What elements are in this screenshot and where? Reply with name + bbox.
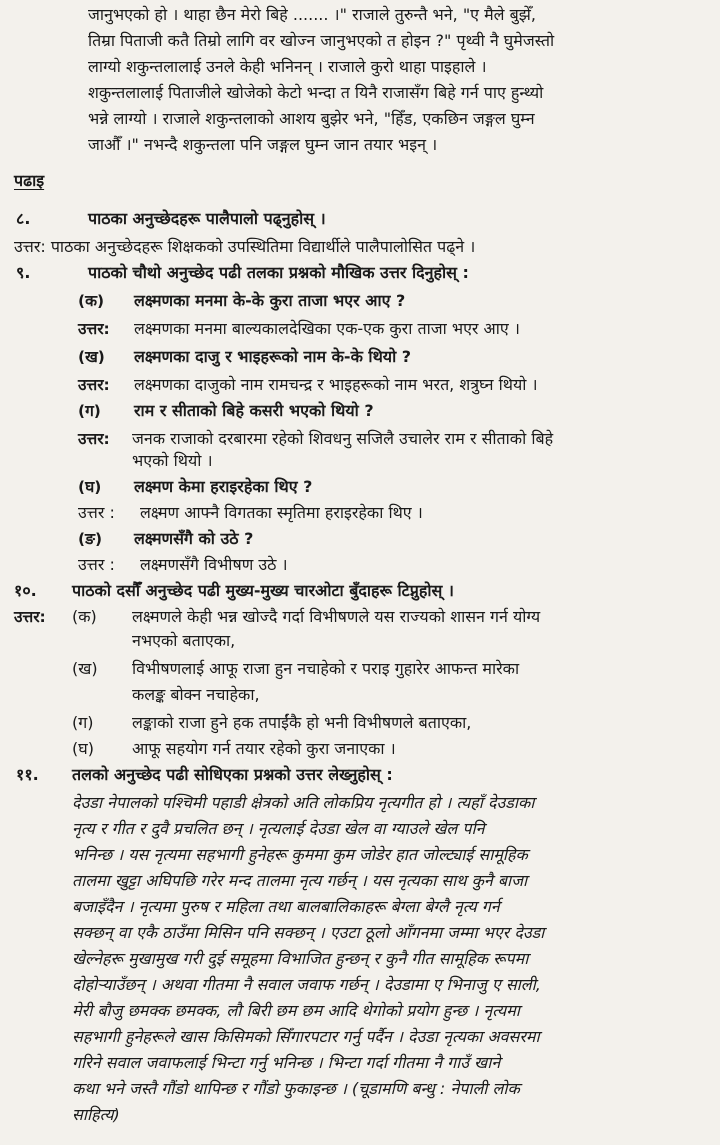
point-label: (ख) — [72, 659, 98, 678]
intro-line: जाऔँ ।" नभन्दै शकुन्तला पनि जङ्गल घुम्न जान तयार भइन् । — [88, 135, 438, 154]
intro-line: शकुन्तलालाई पिताजीले खोजेको केटो भन्दा त यिनै राजासँग बिहे गर्न पाए हुन्थ्यो — [88, 83, 544, 102]
sub-question: लक्ष्मण केमा हराइरहेका थिए ? — [134, 477, 313, 496]
answer-label: उत्तर : — [78, 555, 115, 574]
question-text: पाठको दसौँ अनुच्छेद पढी मुख्य-मुख्य चारओटा बुँदाहरू टिप्नुहोस् । — [72, 581, 454, 600]
sub-question-label: (ख) — [78, 348, 105, 366]
passage-line: नृत्य र गीत र दुवै प्रचलित छन् । नृत्यलाई देउडा खेल वा ग्याउले खेल पनि — [72, 819, 485, 838]
question-number: ११. — [16, 765, 39, 784]
answer-text: लक्ष्मणसँगै विभीषण उठे । — [140, 555, 288, 574]
passage-line: खेल्नेहरू मुखामुख गरी दुई समूहमा विभाजित हुन्छन् र कुनै गीत सामूहिक रूपमा — [72, 949, 529, 968]
question-text: पाठका अनुच्छेदहरू पालैपालो पढ्नुहोस् । — [88, 209, 326, 228]
passage-line: गरिने सवाल जवाफलाई भिन्टा गर्नु भनिन्छ । भिन्टा गर्दा गीतमा नै गाउँ खाने — [72, 1053, 501, 1072]
passage-line: साहित्य) — [72, 1105, 120, 1124]
sub-question-label: (ङ) — [78, 530, 103, 548]
passage-line: बजाइँदैन । नृत्यमा पुरुष र महिला तथा बालबालिकाहरू बेग्ला बेग्लै नृत्य गर्न — [72, 897, 500, 916]
point-label: (ग) — [72, 713, 94, 732]
point-text: कलङ्क बोक्न नचाहेका, — [132, 685, 260, 704]
answer-label: उत्तर: — [78, 376, 110, 394]
point-text: आफू सहयोग गर्न तयार रहेको कुरा जनाएका । — [132, 739, 396, 758]
passage-line: सहभागी हुनेहरूले खास किसिमको सिँगारपटार गर्नु पर्दैन । देउडा नृत्यका अवसरमा — [72, 1027, 540, 1046]
sub-question-label: (घ) — [78, 478, 102, 496]
answer-label: उत्तर : — [78, 503, 115, 522]
intro-line: जानुभएको हो । थाहा छैन मेरो बिहे ....... ।" राजाले तुरुन्तै भने, "ए मैले बुझेँ, — [88, 5, 536, 24]
sub-question-label: (ग) — [78, 402, 101, 420]
point-text: विभीषणलाई आफू राजा हुन नचाहेको र पराइ गुहारेर आफन्त मारेका — [132, 659, 520, 678]
passage-line: मेरी बौजु छमक्क छमक्क, लौ बिरी छम छम आदि थेगोको प्रयोग हुन्छ । नृत्यमा — [72, 1001, 520, 1020]
answer-text: जनक राजाको दरबारमा रहेको शिवधनु सजिलै उचालेर राम र सीताको बिहे — [132, 429, 554, 448]
question-number: ९. — [16, 263, 31, 282]
sub-question: लक्ष्मणसँगै को उठे ? — [134, 529, 254, 548]
point-label: (घ) — [72, 739, 94, 758]
section-heading: पढाइ — [14, 171, 45, 190]
answer-text: उत्तर: पाठका अनुच्छेदहरू शिक्षकको उपस्थितिमा विद्यार्थीले पालैपालोसित पढ्ने । — [14, 237, 476, 256]
intro-line: तिम्रा पिताजी कतै तिम्रो लागि वर खोज्न जानुभएको त होइन ?" पृथ्वी नै घुमेजस्तो — [88, 31, 555, 50]
sub-question: लक्ष्मणका मनमा के-के कुरा ताजा भएर आए ? — [134, 291, 406, 310]
point-text: नभएको बताएका, — [132, 631, 236, 650]
point-text: लङ्काको राजा हुने हक तपाईंकै हो भनी विभीषणले बताएका, — [132, 713, 472, 732]
passage-line: सक्छन् वा एकै ठाउँमा मिसिन पनि सक्छन् । एउटा ठूलो आँगनमा जम्मा भएर देउडा — [72, 923, 545, 942]
answer-label: उत्तर: — [78, 320, 110, 338]
answer-text: लक्ष्मणका मनमा बाल्यकालदेखिका एक-एक कुरा ताजा भएर आए । — [134, 319, 520, 338]
answer-text: लक्ष्मण आफ्नै विगतका स्मृतिमा हराइरहेका थिए । — [140, 503, 423, 522]
sub-question: लक्ष्मणका दाजु र भाइहरूको नाम के-के थियो ? — [134, 347, 412, 366]
answer-label: उत्तर: — [14, 608, 46, 626]
sub-question-label: (क) — [78, 292, 105, 310]
passage-line: दोहोऱ्याउँछन् । अथवा गीतमा नै सवाल जवाफ गर्छन् । देउडामा ए भिनाजु ए साली, — [72, 975, 541, 994]
passage-line: भनिन्छ । यस नृत्यमा सहभागी हुनेहरू कुममा कुम जोडेर हात जोल्ट्याई सामूहिक — [72, 845, 528, 864]
question-number: १०. — [14, 581, 37, 600]
passage-line: देउडा नेपालको पश्चिमी पहाडी क्षेत्रको अति लोकप्रिय नृत्यगीत हो । त्यहाँ देउडाका — [72, 793, 535, 812]
question-text: तलको अनुच्छेद पढी सोधिएका प्रश्नको उत्तर लेख्नुहोस् : — [72, 765, 393, 784]
point-label: (क) — [72, 607, 97, 626]
question-number: ८. — [16, 209, 31, 228]
answer-text: भएको थियो । — [132, 451, 213, 470]
passage-line: तालमा खुट्टा अघिपछि गरेर मन्द तालमा नृत्य गर्छन् । यस नृत्यका साथ कुनै बाजा — [72, 871, 528, 890]
sub-question: राम र सीताको बिहे कसरी भएको थियो ? — [134, 401, 374, 420]
passage-line: कथा भने जस्तै गौंडो थापिन्छ र गौंडो फुकाइन्छ । (चूडामणि बन्धु : नेपाली लोक — [72, 1079, 520, 1098]
question-text: पाठको चौथो अनुच्छेद पढी तलका प्रश्नको मौखिक उत्तर दिनुहोस् : — [88, 263, 469, 282]
point-text: लक्ष्मणले केही भन्न खोज्दै गर्दा विभीषणले यस राज्यको शासन गर्न योग्य — [132, 607, 541, 626]
answer-text: लक्ष्मणका दाजुको नाम रामचन्द्र र भाइहरूको नाम भरत, शत्रुघ्न थियो । — [134, 375, 538, 394]
intro-line: भन्ने लाग्यो । राजाले शकुन्तलाको आशय बुझेर भने, "हिँड, एकछिन जङ्गल घुम्न — [88, 109, 535, 128]
intro-line: लाग्यो शकुन्तलालाई उनले केही भनिनन् । राजाले कुरो थाहा पाइहाले । — [88, 57, 487, 76]
answer-label: उत्तर: — [78, 430, 110, 448]
